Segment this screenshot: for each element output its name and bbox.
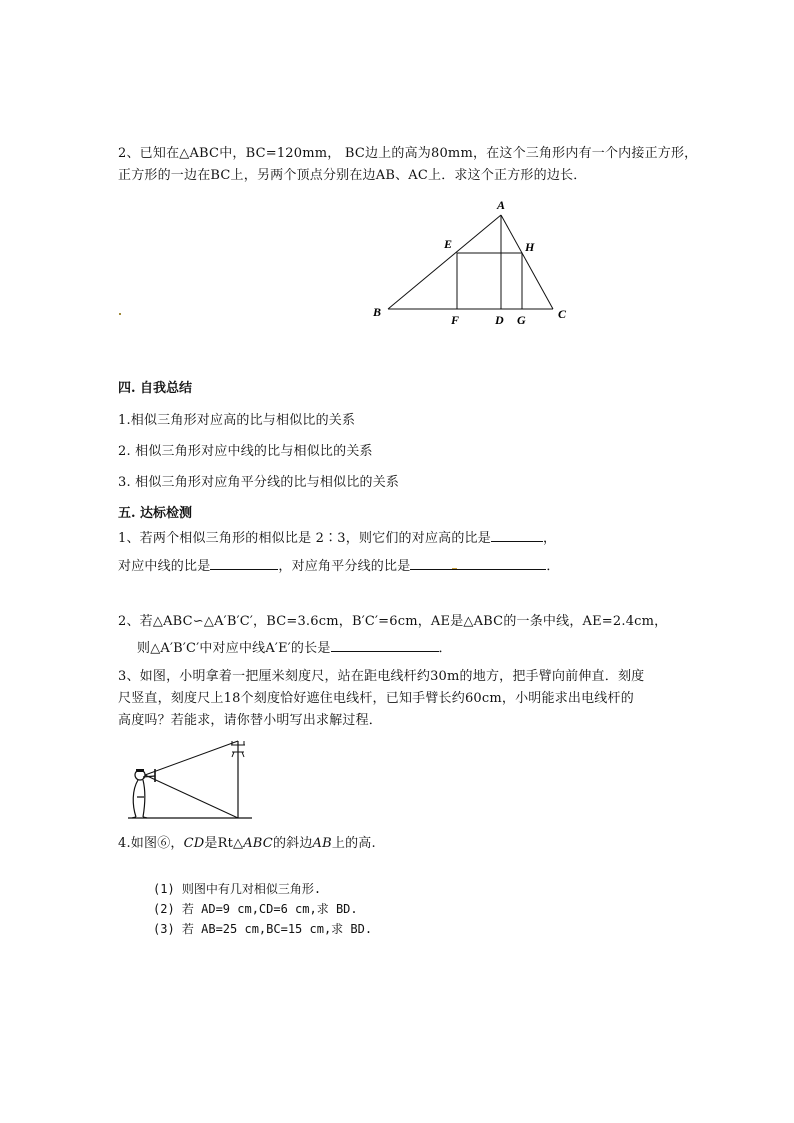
q1-blank-height-ratio[interactable] bbox=[491, 529, 543, 542]
problem2-line1: 2、已知在△ABC中，BC=120mm， BC边上的高为80mm，在这个三角形内有一个内接正方形， bbox=[118, 146, 698, 161]
q1-period: ． bbox=[546, 559, 560, 574]
problem2-line2: 正方形的一边在BC上，另两个顶点分别在边AB、AC上．求这个正方形的边长． bbox=[118, 168, 587, 183]
q3-line2: 尺竖直，刻度尺上18个刻度恰好遮住电线杆，已知手臂长约60cm，小明能求出电线杆的 bbox=[118, 691, 634, 706]
q1-line2 bbox=[118, 555, 560, 574]
q4-abc: ABC bbox=[243, 836, 273, 851]
section4-heading: 四. 自我总结 bbox=[118, 381, 193, 396]
triangle-square-figure bbox=[360, 195, 580, 330]
q3-line3: 高度吗？若能求，请你替小明写出求解过程． bbox=[118, 713, 383, 728]
q4-text-post: 上的高. bbox=[331, 836, 376, 851]
q2-line2 bbox=[137, 637, 452, 656]
q2-line1: 2、若△ABC∽△A′B′C′，BC=3.6cm，B′C′=6cm，AE是△ABC的一条中线，AE=2.4cm， bbox=[118, 614, 668, 629]
q3-line1: 3、如图，小明拿着一把厘米刻度尺，站在距电线杆约30m的地方，把手臂向前伸直．刻度 bbox=[118, 669, 645, 684]
pole-sighting-figure bbox=[128, 735, 263, 825]
q4-cd: CD bbox=[183, 836, 205, 851]
side-ab bbox=[388, 215, 501, 309]
inscribed-square bbox=[457, 253, 522, 309]
label-c: C bbox=[558, 307, 567, 321]
label-h: H bbox=[525, 240, 535, 254]
label-b: B bbox=[373, 305, 382, 319]
q1-comma: ， bbox=[542, 531, 557, 546]
q4-text-pre: 4.如图⑥， bbox=[118, 836, 184, 851]
q2-blank-median-length[interactable] bbox=[331, 639, 439, 652]
q1-text-c: ，对应角平分线的比是 bbox=[278, 559, 411, 574]
q4-sub-3: (3) 若 AB=25 cm,BC=15 cm,求 BD. bbox=[153, 922, 373, 936]
q4-text-mid2: 的斜边 bbox=[272, 836, 313, 851]
q4-line bbox=[118, 832, 376, 851]
side-ac bbox=[501, 215, 553, 309]
label-g: G bbox=[517, 313, 526, 327]
q2-period: ． bbox=[438, 641, 452, 656]
sight-line-top bbox=[145, 741, 238, 775]
q4-text-mid: 是Rt△ bbox=[204, 836, 244, 851]
q1-text-b: 对应中线的比是 bbox=[118, 559, 211, 574]
stray-dot bbox=[119, 313, 121, 315]
sight-line-bottom bbox=[145, 775, 238, 818]
label-a: A bbox=[497, 198, 506, 212]
label-f: F bbox=[451, 313, 460, 327]
q4-sub-2: (2) 若 AD=9 cm,CD=6 cm,求 BD. bbox=[153, 902, 358, 916]
label-d: D bbox=[495, 313, 504, 327]
q1-text-a: 1、若两个相似三角形的相似比是 2∶3，则它们的对应高的比是 bbox=[118, 531, 491, 546]
section5-heading: 五. 达标检测 bbox=[118, 506, 193, 521]
q2-text-b: 则△A′B′C′中对应中线A′E′的长是 bbox=[137, 641, 331, 656]
q4-ab: AB bbox=[312, 836, 332, 851]
person-hat bbox=[136, 769, 144, 772]
section4-item-3: 3. 相似三角形对应角平分线的比与相似比的关系 bbox=[118, 475, 400, 490]
q1-blank-bisector-ratio[interactable] bbox=[410, 557, 546, 570]
person-body bbox=[133, 780, 145, 817]
stray-mark bbox=[452, 568, 457, 569]
q4-sub-1: (1) 则图中有几对相似三角形. bbox=[153, 882, 322, 896]
q1-line1 bbox=[118, 527, 556, 546]
label-e: E bbox=[444, 237, 453, 251]
q1-blank-median-ratio[interactable] bbox=[210, 557, 278, 570]
section4-item-1: 1.相似三角形对应高的比与相似比的关系 bbox=[118, 413, 356, 428]
section4-item-2: 2. 相似三角形对应中线的比与相似比的关系 bbox=[118, 444, 373, 459]
